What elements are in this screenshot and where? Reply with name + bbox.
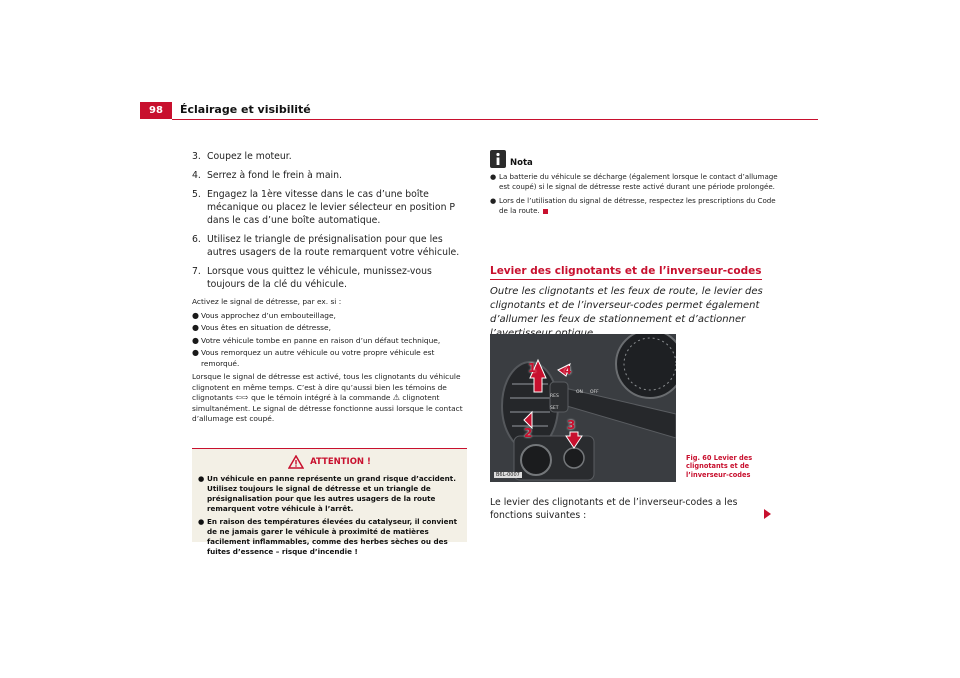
- turn-signal-icon: ⇦⇨: [235, 393, 249, 403]
- note-header: [490, 150, 780, 168]
- figure-image: [490, 334, 676, 482]
- warning-triangle-icon: [288, 455, 304, 469]
- note-title: Nota: [510, 158, 533, 168]
- step-text: Coupez le moteur.: [207, 151, 292, 162]
- switch-label-off: OFF: [590, 390, 599, 395]
- list-item: [198, 474, 461, 514]
- left-column: [192, 150, 467, 425]
- warning-text: En raison des températures élevées du catalyseur, il convient de ne jamais garer le véhicule à proximité de matières facilement inflammables, comme des herbes sèches ou des fuites d’essence – risque d’incendie !: [207, 517, 458, 556]
- hazard-paragraph: [192, 372, 467, 425]
- bullet-icon: ●: [198, 517, 205, 526]
- step-number: 4.: [192, 170, 201, 181]
- warning-title: ATTENTION !: [310, 457, 371, 467]
- hazard-case-text: Vous remorquez un autre véhicule ou votre propre véhicule est remorqué.: [201, 348, 435, 368]
- hazard-case-text: Vous approchez d’un embouteillage,: [201, 310, 336, 320]
- step-text: Engagez la 1ère vitesse dans le cas d’une boîte mécanique ou placez le levier sélecteur en position P dans le cas d’une boîte automatique.: [207, 189, 456, 226]
- list-item: [490, 172, 780, 192]
- bullet-icon: ●: [192, 335, 199, 345]
- list-item: [192, 348, 467, 369]
- figure-label-2: 2: [524, 426, 533, 440]
- section-end-icon: [543, 209, 548, 214]
- list-item: [490, 196, 780, 216]
- hazard-intro: Activez le signal de détresse, par ex. si :: [192, 297, 342, 306]
- note-text: Lors de l’utilisation du signal de détresse, respectez les prescriptions du Code de la route.: [499, 196, 776, 215]
- step-text: Utilisez le triangle de présignalisation pour que les autres usagers de la route remarquent votre véhicule.: [207, 234, 460, 258]
- list-item: [192, 233, 467, 259]
- section-title: Levier des clignotants et de l’inverseur-codes: [490, 265, 762, 277]
- switch-label-res: RES: [550, 394, 559, 399]
- right-column: [490, 150, 780, 220]
- figure-label-3: 3: [567, 418, 576, 432]
- bullet-icon: ●: [192, 323, 199, 333]
- bullet-icon: ●: [192, 310, 199, 320]
- hazard-case-text: Vous êtes en situation de détresse,: [201, 323, 331, 333]
- note-info-icon: [490, 150, 506, 168]
- next-page-arrow-icon: [764, 509, 771, 519]
- lever-illustration: [490, 334, 676, 482]
- switch-label-on: ON: [576, 390, 583, 395]
- warning-header: [198, 455, 461, 469]
- step-number: 5.: [192, 189, 201, 200]
- list-item: [192, 188, 467, 227]
- list-item: [192, 265, 467, 291]
- step-number: 7.: [192, 266, 201, 277]
- list-item: [192, 169, 467, 182]
- figure-label-4: 4: [564, 364, 572, 377]
- hazard-triangle-icon: ⚠: [392, 393, 400, 403]
- section-intro: Outre les clignotants et les feux de route, le levier des clignotants et de l’inverseur-codes permet également d’allumer les feux de stationnement et d’actionner: [490, 286, 763, 325]
- page-header-title: Éclairage et visibilité: [180, 103, 311, 116]
- step-text: Serrez à fond le frein à main.: [207, 170, 342, 181]
- list-item: [192, 311, 467, 322]
- note-list: [490, 172, 780, 216]
- header-rule: [172, 119, 818, 120]
- hazard-paragraph-text-c: clignotent simultanément. Le signal de détresse fonctionne aussi lorsque le contact d’allumage est coupé.: [192, 393, 463, 424]
- bullet-icon: ●: [490, 172, 497, 181]
- figure-code: B6L-0007: [496, 472, 520, 478]
- bullet-icon: ●: [490, 196, 497, 205]
- warning-box: [192, 448, 467, 556]
- hazard-case-text: Votre véhicule tombe en panne en raison d’un défaut technique,: [201, 335, 441, 345]
- list-item: [192, 336, 467, 347]
- list-item: [192, 323, 467, 334]
- hazard-paragraph-text-b: que le témoin intégré à la commande: [251, 393, 391, 403]
- list-item: [198, 517, 461, 557]
- body-text: Le levier des clignotants et de l’inverseur-codes a les fonctions suivantes :: [490, 497, 738, 521]
- step-number: 3.: [192, 151, 201, 162]
- bullet-icon: ●: [192, 348, 199, 358]
- list-item: [192, 150, 467, 163]
- step-text: Lorsque vous quittez le véhicule, munissez-vous toujours de la clé du véhicule.: [207, 266, 432, 290]
- bullet-icon: ●: [198, 474, 205, 483]
- warning-list: [198, 474, 461, 557]
- hazard-paragraph-text-a: Lorsque le signal de détresse est activé, tous les clignotants du véhicule clignotent en même temps. C’est à dire qu’aussi bien les témoins de clignotants: [192, 372, 461, 403]
- section-rule: [490, 279, 762, 280]
- figure-caption: Fig. 60 Levier des clignotants et de l’inverseur-codes: [686, 454, 753, 479]
- note-text: La batterie du véhicule se décharge (également lorsque le contact d’allumage est coupé) si le signal de détresse reste activé durant une période prolongée.: [499, 172, 778, 191]
- step-number: 6.: [192, 234, 201, 245]
- page-number: 98: [140, 102, 172, 119]
- step-list: [192, 150, 467, 291]
- hazard-case-list: [192, 311, 467, 370]
- switch-label-set: SET: [550, 406, 559, 411]
- figure-label-1: 1: [528, 361, 537, 375]
- warning-text: Un véhicule en panne représente un grand risque d’accident. Utilisez toujours le signal de détresse et un triangle de présignalisation pour que les autres usagers de la route remarquent votre véhicule à l’arrêt.: [207, 474, 456, 513]
